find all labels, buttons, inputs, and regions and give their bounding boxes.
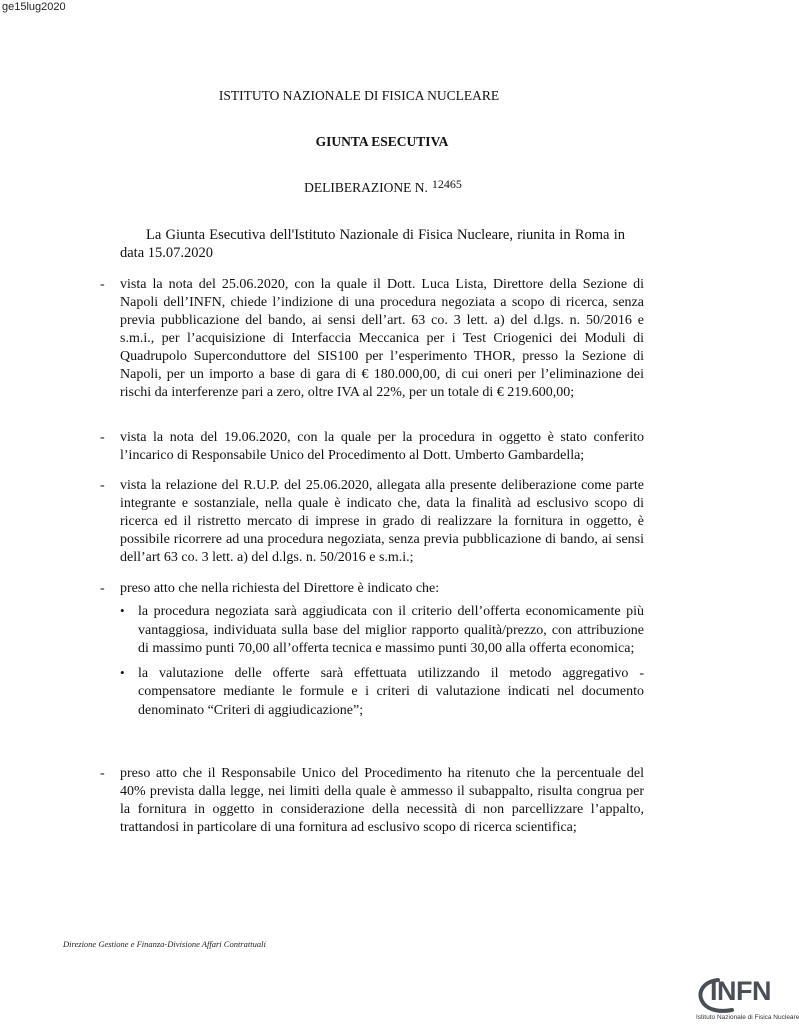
bullet-text: la procedura negoziata sarà aggiudicata con il criterio dell’offerta economicamente più vantaggiosa, individuata sulla base del miglior rapporto qualità/prezzo, con attribuzione di massimo punti 70,00 all’offerta tecnica e massimo punti 30,00 alla offerta economica; [138, 604, 644, 656]
deliberation-label: DELIBERAZIONE N. [304, 180, 428, 195]
body-heading: GIUNTA ESECUTIVA [315, 134, 449, 149]
premise-paragraph-3 [100, 477, 644, 567]
premise-paragraph-2 [100, 429, 644, 465]
premise-paragraph-5 [100, 765, 644, 837]
premise-text: preso atto che nella richiesta del Direttore è indicato che: [120, 581, 440, 596]
bullet-icon: • [120, 603, 125, 618]
dash-marker: - [100, 581, 105, 596]
premise-text: vista la nota del 25.06.2020, con la quale il Dott. Luca Lista, Direttore della Sezione di Napoli dell’INFN, chiede l’indizione di una procedura negoziata a scopo di ricerca, senza previa pubblicazione del bando, ai sensi dell’art. 63 co. 3 lett. a) del d.lgs. n. 50/2016 e s.m.i., per l’acquisizione di Interfaccia Meccanica per i Test Criogenici dei Moduli di Quadrupolo Superconduttore del SIS100 per l’esperimento THOR, presso la Sezione di Napoli, per un importo a base di gara di € 180.000,00, di cui oneri per l’eliminazione dei rischi da interferenze pari a zero, oltre IVA al 22%, per un totale di € 219.600,00; [120, 277, 644, 400]
dash-marker: - [100, 766, 105, 781]
premise-text: vista la relazione del R.U.P. del 25.06.2020, allegata alla presente deliberazione come parte integrante e sostanziale, nella quale è indicato che, data la finalità ad esclusivo scopo di ricerca ed il ristretto mercato di imprese in grado di realizzare la fornitura in oggetto, è possibile ricorrere ad una procedura negoziata, senza previa pubblicazione di bando, ai sensi dell’art 63 co. 3 lett. a) del d.lgs. n. 50/2016 e s.m.i.; [120, 478, 644, 565]
logo-text: INFN [710, 976, 771, 1006]
document-code-tag: ge15lug2020 [2, 1, 66, 13]
premise-paragraph-4 [100, 580, 644, 598]
dash-marker: - [100, 277, 105, 292]
intro-paragraph: La Giunta Esecutiva dell'Istituto Nazionale di Fisica Nucleare, riunita in Roma in data 15.07.2020 [120, 227, 625, 261]
bullet-text: la valutazione delle offerte sarà effettuata utilizzando il metodo aggregativo - compensatore mediante le formule e i criteri di valutazione indicati nel documento denominato “Criteri di aggiudicazione”; [138, 665, 644, 718]
dash-marker: - [100, 478, 105, 493]
deliberation-number: 12465 [431, 177, 462, 191]
bullet-icon: • [120, 664, 125, 680]
list-item [118, 665, 644, 721]
infn-logo [692, 974, 799, 1024]
institute-heading: ISTITUTO NAZIONALE DI FISICA NUCLEARE [218, 88, 500, 103]
list-item [118, 603, 644, 659]
premise-text: vista la nota del 19.06.2020, con la quale per la procedura in oggetto è stato conferito l’incarico di Responsabile Unico del Procedimento al Dott. Umberto Gambardella; [120, 430, 644, 463]
criteria-bullet-list [118, 603, 644, 726]
footer-department: Direzione Gestione e Finanza-Divisione Affari Contrattuali [63, 939, 266, 949]
dash-marker: - [100, 430, 105, 445]
logo-subtitle: Istituto Nazionale di Fisica Nucleare [696, 1014, 799, 1021]
deliberation-heading [0, 177, 768, 196]
premise-text: preso atto che il Responsabile Unico del Procedimento ha ritenuto che la percentuale del 40% prevista dalla legge, nei limiti della quale è ammesso il subappalto, risulta congrua per la fornitura in oggetto in considerazione della necessità di non parcellizzare l’appalto, trattandosi in particolare di una fornitura ad esclusivo scopo di ricerca scientifica; [120, 766, 644, 835]
premise-paragraph-1 [100, 276, 644, 402]
